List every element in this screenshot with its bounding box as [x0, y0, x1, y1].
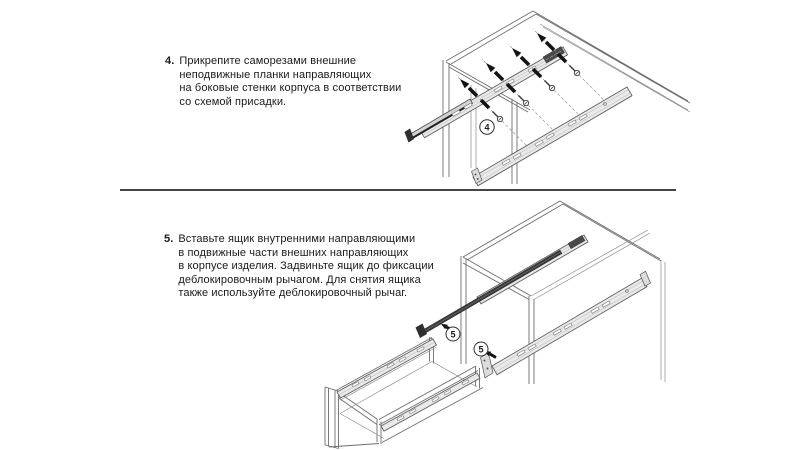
step5-number: 5. [164, 233, 174, 245]
step4-line: Прикрепите саморезами внешние [179, 55, 357, 67]
insert-arrow-icon [490, 354, 496, 358]
step4-line: неподвижные планки направляющих [179, 68, 372, 81]
svg-text:5: 5 [478, 344, 484, 355]
screw-icon [493, 112, 499, 118]
step5-line: деблокировочным рычагом. Для снятия ящика [178, 273, 421, 286]
drawer-rail-extended [416, 250, 563, 338]
step4-number: 4. [165, 55, 175, 67]
screw-icon [545, 81, 551, 87]
step5-line: также используйте деблокировочный рычаг. [178, 287, 408, 299]
step4-text [179, 55, 401, 109]
step5-line: Вставьте ящик внутренними направляющими [178, 233, 416, 245]
rear-bracket [481, 353, 494, 378]
step4-line: со схемой присадки. [179, 95, 287, 108]
svg-text:5: 5 [450, 329, 456, 340]
step5-figure [305, 195, 700, 450]
step5-line: в корпусе изделия. Задвиньте ящик до фиксации [178, 260, 434, 272]
step4-instruction [165, 55, 401, 109]
svg-text:4: 4 [484, 122, 490, 133]
mounting-arrow-icon [512, 48, 521, 57]
step5-marker-top [441, 324, 460, 341]
step5-line: в подвижные части внешних направляющих [178, 246, 409, 259]
screw-icon [570, 66, 576, 72]
step4-line: на боковые стенки корпуса в соответствии [179, 82, 402, 94]
screw-icon [519, 96, 525, 102]
cabinet-slide-detached [472, 87, 633, 186]
step4-figure [380, 0, 700, 190]
mounting-arrow-icon [537, 33, 546, 42]
step5-marker-bottom [474, 342, 496, 358]
mounting-arrow-icon [486, 63, 495, 72]
mounting-arrow-icon [460, 79, 469, 88]
drawer-slide-left [337, 339, 437, 400]
step4-marker [480, 120, 494, 134]
